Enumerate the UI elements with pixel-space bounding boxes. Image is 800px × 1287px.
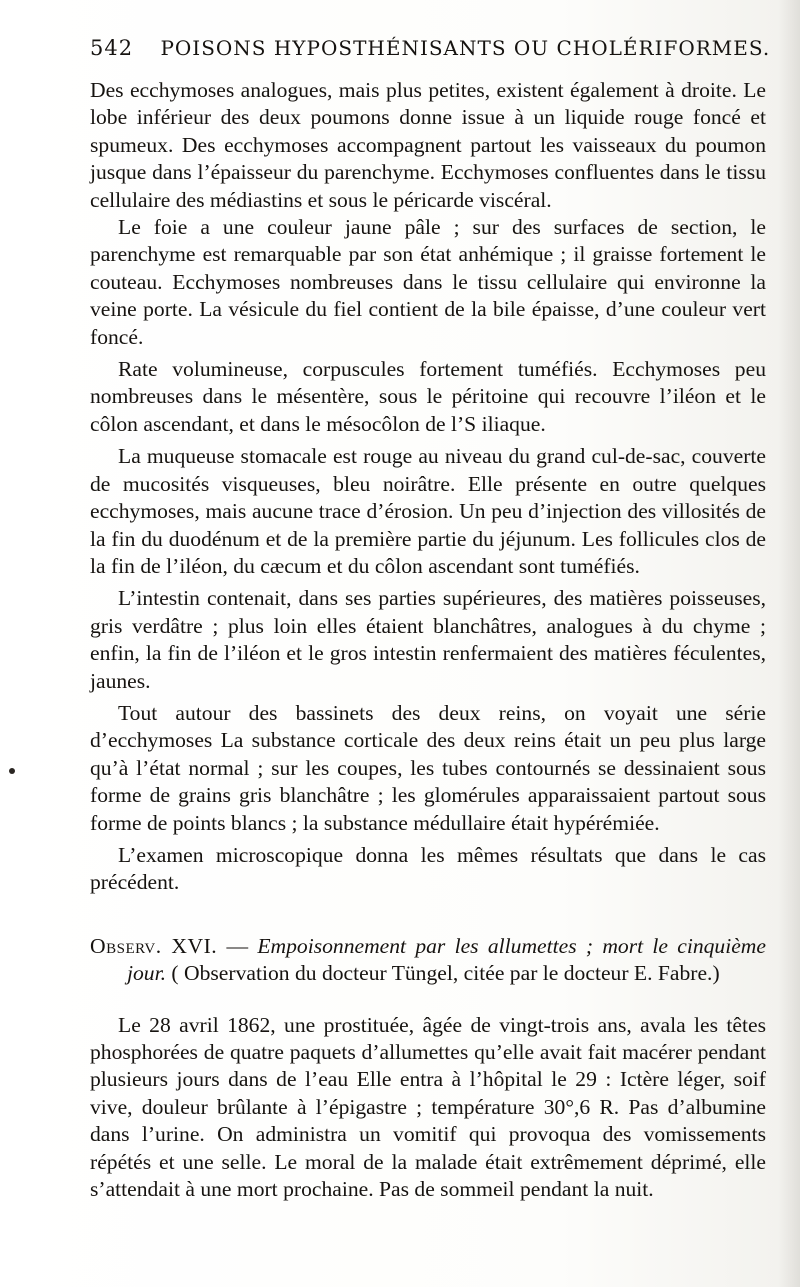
paragraph-intestine: L’intestin contenait, dans ses parties supérieures, des matières poisseuses, gris verdâtre ; plus loin elles étaient blanchâtres, analogues à du chyme ; enfin, la fin de l’iléon et le gros intestin renfermaient des matières féculentes, jaunes. — [90, 586, 766, 693]
page-edge-shadow — [778, 0, 800, 1287]
paragraph-lungs: Des ecchymoses analogues, mais plus petites, existent également à droite. Le lobe inférieur des deux poumons donne issue à un liquide rouge foncé et spumeux. Des ecchymoses accompagnent partout les vaisseaux du poumon jusque dans l’épaisseur du parenchyme. Ecchymoses confluentes dans le tissu cellulaire des médiastins et sous le péricarde viscéral. — [90, 78, 766, 212]
paragraph-microscopy: L’examen microscopique donna les mêmes résultats que dans le cas précédent. — [90, 842, 766, 895]
observation-dash: — — [217, 933, 258, 958]
paragraph-case-history: Le 28 avril 1862, une prostituée, âgée de vingt-trois ans, avala les têtes phosphorées de quatre paquets d’allumettes qu’elle avait fait macérer pendant plusieurs jours dans de l’eau Elle entra à l’hôpital le 29 : Ictère léger, soif vive, douleur brûlante à l’épigastre ; température 30°,6 R. Pas d’albumine dans l’urine. On administra un vomitif qui provoqua des vomissements répétés et une selle. Le moral de la malade était extrêmement déprimé, elle s’attendait à une mort prochaine. Pas de sommeil pendant la nuit. — [90, 1012, 766, 1202]
running-title: POISONS HYPOSTHÉNISANTS OU CHOLÉRIFORMES. — [160, 36, 771, 60]
observation-label: Observ. XVI. — [90, 933, 218, 958]
body-text — [90, 77, 766, 1203]
observation-title: Empoisonnement par les allumettes ; mort le cinquième jour. — [127, 933, 766, 986]
margin-mark — [9, 768, 15, 774]
observation-source: ( Observation du docteur Tüngel, citée par le docteur E. Fabre.) — [166, 961, 720, 986]
page-number: 542 — [90, 36, 134, 60]
paragraph-liver: Le foie a une couleur jaune pâle ; sur des surfaces de section, le parenchyme est remarquable par son état anhémique ; il graisse fortement le couteau. Ecchymoses nombreuses dans le tissu cellulaire qui environne la veine porte. La vésicule du fiel contient de la bile épaisse, d’une couleur vert foncé. — [90, 215, 766, 349]
paragraph-kidneys: Tout autour des bassinets des deux reins, on voyait une série d’ecchymoses La substance corticale des deux reins était un peu plus large qu’à l’état normal ; sur les coupes, les tubes contournés se dessinaient sous forme de grains gris blanchâtre ; les glomérules apparaissaient partout sous forme de points blancs ; la substance médullaire était hypérémiée. — [90, 700, 766, 835]
paragraph-spleen: Rate volumineuse, corpuscules fortement tuméfiés. Ecchymoses peu nombreuses dans le mésentère, sous le péritoine qui recouvre l’iléon et le côlon ascendant, et dans le mésocôlon de l’S iliaque. — [90, 357, 766, 436]
paragraph-stomach: La muqueuse stomacale est rouge au niveau du grand cul-de-sac, couverte de mucosités visqueuses, bleu noirâtre. Elle présente en outre quelques ecchymoses, mais aucune trace d’érosion. Un peu d’injection des villosités de la fin du duodénum et de la première partie du jéjunum. Les follicules clos de la fin de l’iléon, du cæcum et du côlon ascendant sont tuméfiés. — [90, 444, 766, 578]
observation-heading — [90, 933, 766, 988]
page-header — [90, 36, 771, 60]
